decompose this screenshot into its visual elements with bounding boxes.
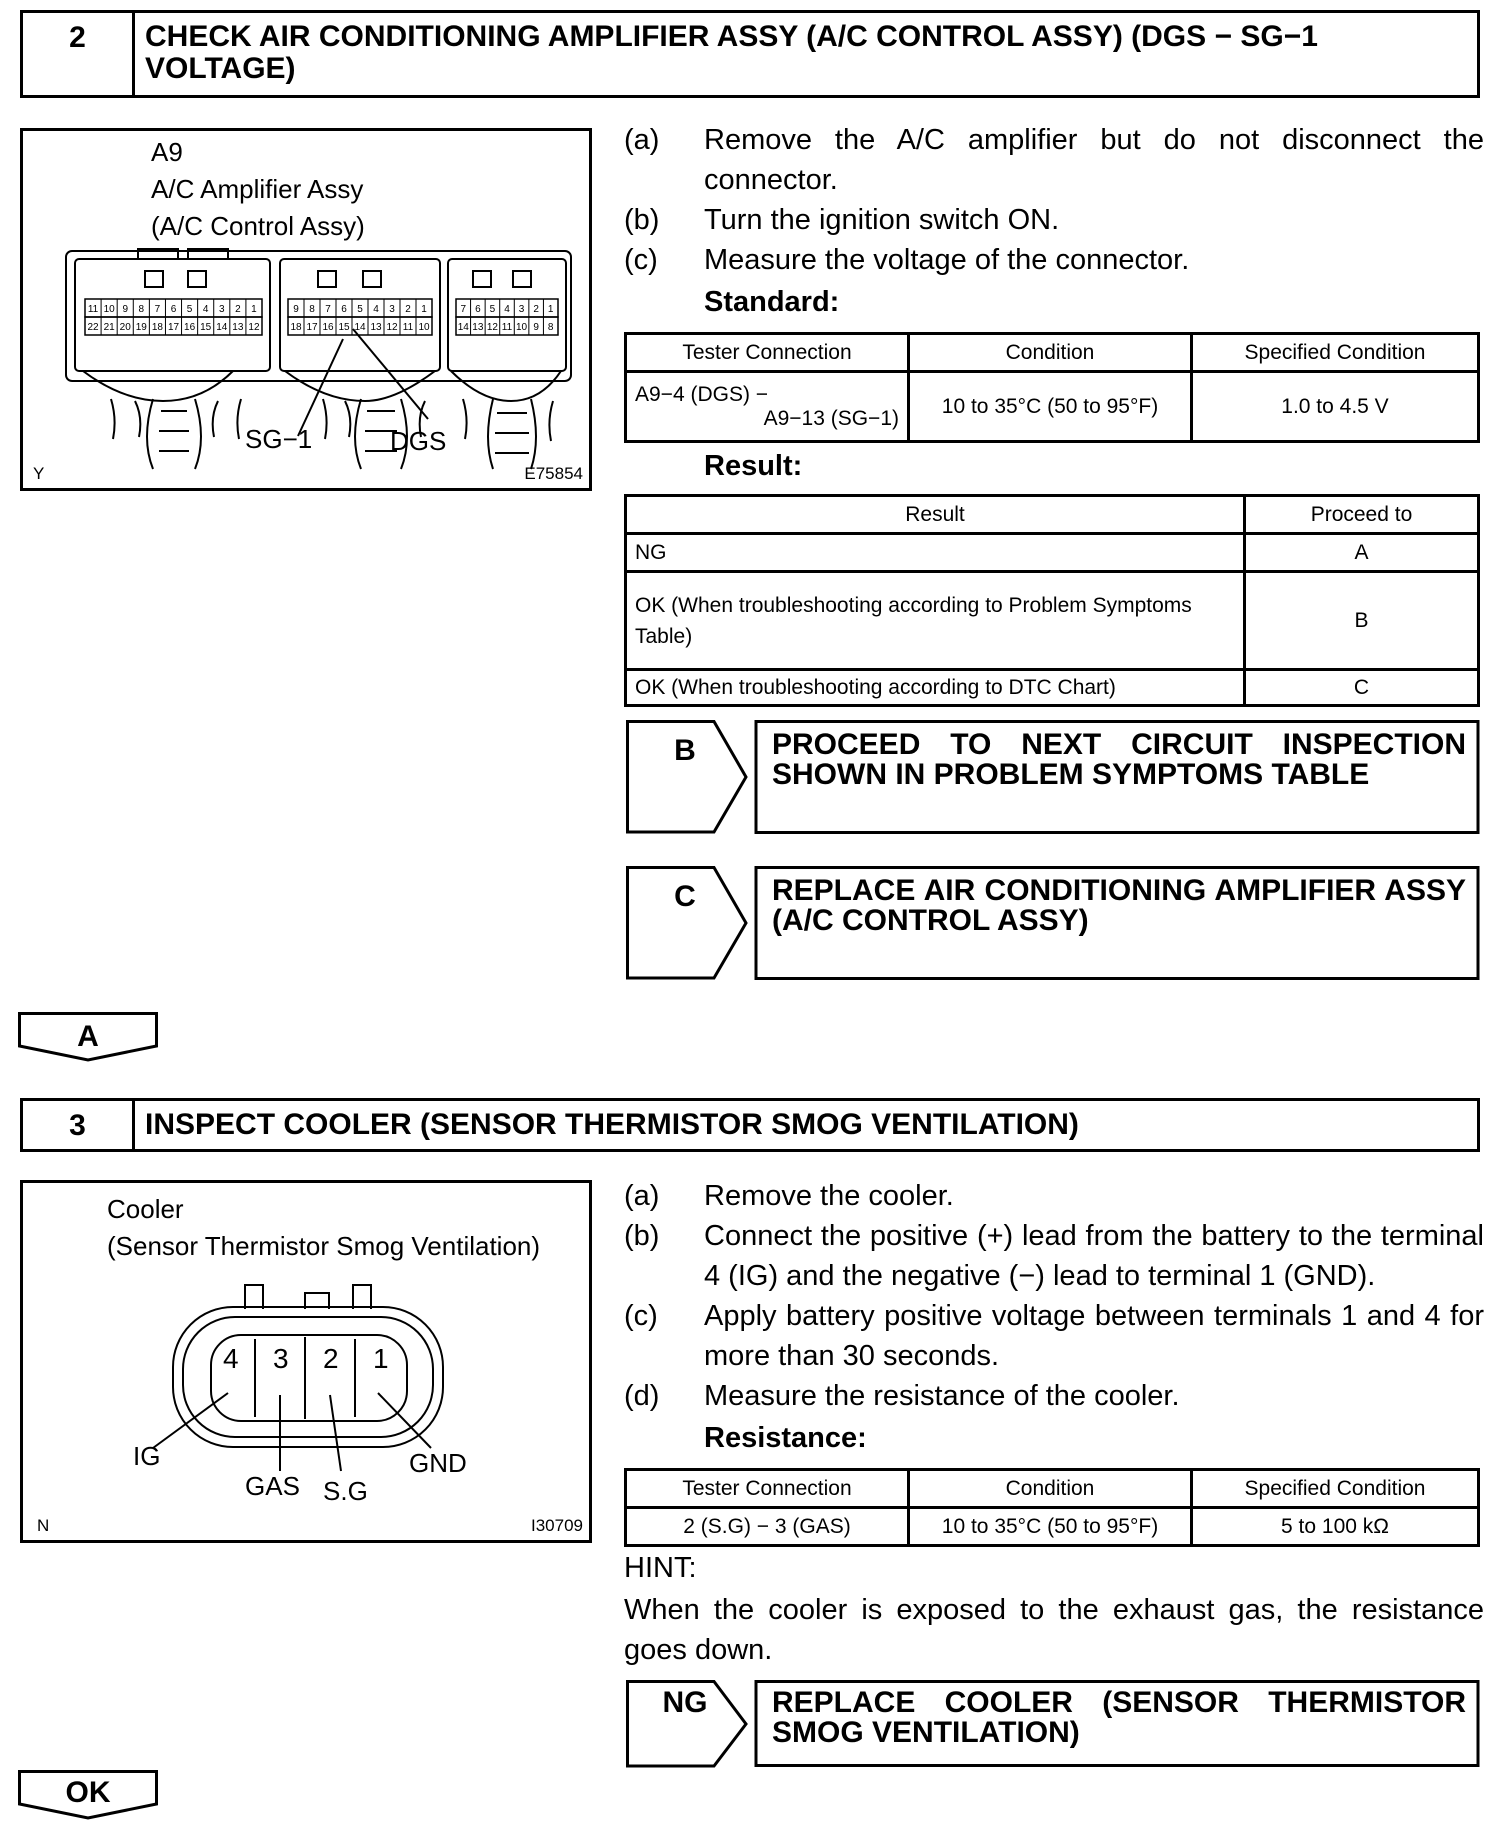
pin-number: 14 <box>354 322 366 333</box>
figure-id: E75854 <box>524 464 583 483</box>
result-c-text: REPLACE AIR CONDITIONING AMPLIFIER ASSY (A/C CONTROL ASSY) <box>772 874 1466 937</box>
pin-number: 5 <box>357 304 363 315</box>
result-ng-box <box>626 1680 1480 1796</box>
pin-number: 8 <box>547 322 554 333</box>
step-title: CHECK AIR CONDITIONING AMPLIFIER ASSY (A/C CONTROL ASSY) (DGS − SG−1 VOLTAGE) <box>145 20 1318 85</box>
header-result: Result <box>626 496 1245 534</box>
part-name-label: A/C Amplifier Assy <box>151 174 364 204</box>
pin-number: 20 <box>119 322 131 333</box>
pin-number: 15 <box>200 322 212 333</box>
step3-instruction-a: (a) Remove the cooler. <box>624 1180 954 1212</box>
step-3-header <box>20 1098 1480 1152</box>
standard-table <box>624 332 1480 443</box>
pin-number: 12 <box>486 322 498 333</box>
pin-number: 5 <box>489 304 496 315</box>
step-number: 2 <box>23 13 135 95</box>
step-title: INSPECT COOLER (SENSOR THERMISTOR SMOG VENTILATION) <box>145 1108 1079 1141</box>
pin-number: 10 <box>418 322 430 333</box>
result-row-ng: NG <box>626 534 1245 572</box>
pin-number: 10 <box>516 322 528 333</box>
pin-number: 18 <box>290 322 302 333</box>
cell-tester-connection: 2 (S.G) − 3 (GAS) <box>626 1508 909 1546</box>
result-ng-text: REPLACE COOLER (SENSOR THERMISTOR SMOG VENTILATION) <box>772 1686 1466 1749</box>
hint-label: HINT: <box>624 1552 697 1584</box>
pin-number: 3 <box>218 304 225 315</box>
pin-number: 14 <box>216 322 228 333</box>
result-c-box <box>626 866 1480 982</box>
tab-ok-label: OK <box>65 1776 111 1809</box>
pin-number: 16 <box>322 322 334 333</box>
tab-a-label: A <box>77 1020 99 1053</box>
cooler-figure <box>20 1180 592 1543</box>
pin-number: 1 <box>251 304 257 315</box>
result-table <box>624 494 1480 707</box>
pin-number: 11 <box>402 322 414 333</box>
pin-number: 19 <box>135 322 147 333</box>
result-b-text: PROCEED TO NEXT CIRCUIT INSPECTION SHOWN IN PROBLEM SYMPTOMS TABLE <box>772 728 1466 791</box>
result-row-ok-dtc: OK (When troubleshooting according to DTC Chart) <box>626 670 1245 706</box>
result-ng-code: NG <box>662 1686 708 1719</box>
pin-number: 1 <box>421 304 427 315</box>
pin-number: 16 <box>184 322 196 333</box>
figure-corner-left: Y <box>33 464 45 483</box>
result-row-ok-symptoms: OK (When troubleshooting according to Problem Symptoms Table) <box>626 572 1245 670</box>
pin-number: 18 <box>151 322 163 333</box>
pin-number: 1 <box>547 304 554 315</box>
pin-2: 2 <box>323 1343 339 1374</box>
pin-4: 4 <box>223 1343 239 1374</box>
tab-a <box>18 1012 158 1072</box>
cell-specified: 1.0 to 4.5 V <box>1192 372 1479 442</box>
pin-number: 12 <box>248 322 260 333</box>
header-proceed-to: Proceed to <box>1245 496 1479 534</box>
cell-tester-connection: A9−4 (DGS) − A9−13 (SG−1) <box>626 372 909 442</box>
cell-condition: 10 to 35°C (50 to 95°F) <box>909 372 1192 442</box>
pin-number: 17 <box>167 322 180 333</box>
hint-text: When the cooler is exposed to the exhaust gas, the resistance goes down. <box>624 1594 1484 1666</box>
pin-number: 2 <box>405 304 411 315</box>
pin-number: 4 <box>202 304 209 315</box>
cell-condition: 10 to 35°C (50 to 95°F) <box>909 1508 1192 1546</box>
pin-number: 2 <box>533 304 539 315</box>
result-label: Result: <box>704 450 803 482</box>
cell-specified: 5 to 100 kΩ <box>1192 1508 1479 1546</box>
sg1-label: SG−1 <box>245 424 313 454</box>
gas-label: GAS <box>245 1471 300 1501</box>
step2-instruction-a: (a) Remove the A/C amplifier but do not disconnect the connector. <box>624 124 1484 196</box>
dgs-label: DGS <box>390 426 447 456</box>
step3-instruction-c: (c) Apply battery positive voltage between terminals 1 and 4 for more than 30 seconds. <box>624 1300 1484 1372</box>
pin-number: 9 <box>293 304 299 315</box>
standard-label: Standard: <box>704 286 840 318</box>
connector-id-label: A9 <box>151 137 183 167</box>
pin-number: 13 <box>472 322 484 333</box>
step2-instruction-b: (b) Turn the ignition switch ON. <box>624 204 1060 236</box>
connector-a9-figure <box>20 128 592 491</box>
header-condition: Condition <box>909 1470 1192 1508</box>
header-specified-condition: Specified Condition <box>1192 334 1479 372</box>
pin-number: 5 <box>186 304 193 315</box>
pin-number: 12 <box>386 322 398 333</box>
gnd-label: GND <box>409 1448 467 1478</box>
pin-number: 13 <box>232 322 244 333</box>
pin-number: 9 <box>533 322 539 333</box>
header-tester-connection: Tester Connection <box>626 1470 909 1508</box>
pin-number: 7 <box>325 304 331 315</box>
step-number: 3 <box>23 1101 135 1149</box>
pin-number: 6 <box>170 304 177 315</box>
pin-number: 22 <box>87 322 99 333</box>
pin-number: 4 <box>373 304 379 315</box>
tab-ok <box>18 1770 158 1830</box>
pin-number: 17 <box>306 322 318 333</box>
resistance-table <box>624 1468 1480 1547</box>
pin-number: 11 <box>87 304 99 315</box>
pin-number: 21 <box>103 322 115 333</box>
result-b-box <box>626 720 1480 836</box>
pin-number: 6 <box>475 304 481 315</box>
pin-number: 6 <box>341 304 347 315</box>
result-c-code: C <box>674 880 696 913</box>
pin-number: 13 <box>370 322 382 333</box>
pin-number: 10 <box>103 304 115 315</box>
pin-number: 2 <box>235 304 241 315</box>
pin-number: 3 <box>389 304 395 315</box>
step3-instruction-d: (d) Measure the resistance of the cooler. <box>624 1380 1180 1412</box>
pin-1: 1 <box>373 1343 389 1374</box>
proceed-row-ng: A <box>1245 534 1479 572</box>
cooler-name-label: Cooler <box>107 1194 184 1224</box>
pin-number: 3 <box>518 304 525 315</box>
pin-number: 7 <box>460 304 467 315</box>
ig-label: IG <box>133 1441 161 1471</box>
proceed-row-ok-symptoms: B <box>1245 572 1479 670</box>
step-2-header <box>20 10 1480 98</box>
header-condition: Condition <box>909 334 1192 372</box>
pin-number: 11 <box>501 322 513 333</box>
result-b-code: B <box>674 734 696 767</box>
pin-number: 7 <box>154 304 161 315</box>
cooler-connector-drawing <box>23 1183 589 1540</box>
step2-instruction-c: (c) Measure the voltage of the connector. <box>624 244 1190 276</box>
pin-number: 15 <box>338 322 350 333</box>
pin-3: 3 <box>273 1343 289 1374</box>
pin-number: 8 <box>138 304 145 315</box>
header-tester-connection: Tester Connection <box>626 334 909 372</box>
figure-id: I30709 <box>531 1516 583 1535</box>
pin-number: 8 <box>309 304 315 315</box>
pin-number: 14 <box>457 322 469 333</box>
cooler-subname-label: (Sensor Thermistor Smog Ventilation) <box>107 1231 541 1261</box>
step3-instruction-b: (b) Connect the positive (+) lead from the battery to the terminal 4 (IG) and the negative (−) lead to terminal 1 (GND). <box>624 1220 1484 1292</box>
figure-corner-left: N <box>37 1516 50 1535</box>
proceed-row-ok-dtc: C <box>1245 670 1479 706</box>
pin-number: 4 <box>504 304 510 315</box>
header-specified-condition: Specified Condition <box>1192 1470 1479 1508</box>
resistance-label: Resistance: <box>704 1422 867 1454</box>
sg-label: S.G <box>323 1476 368 1506</box>
pin-number: 9 <box>122 304 129 315</box>
part-subname-label: (A/C Control Assy) <box>151 211 365 241</box>
